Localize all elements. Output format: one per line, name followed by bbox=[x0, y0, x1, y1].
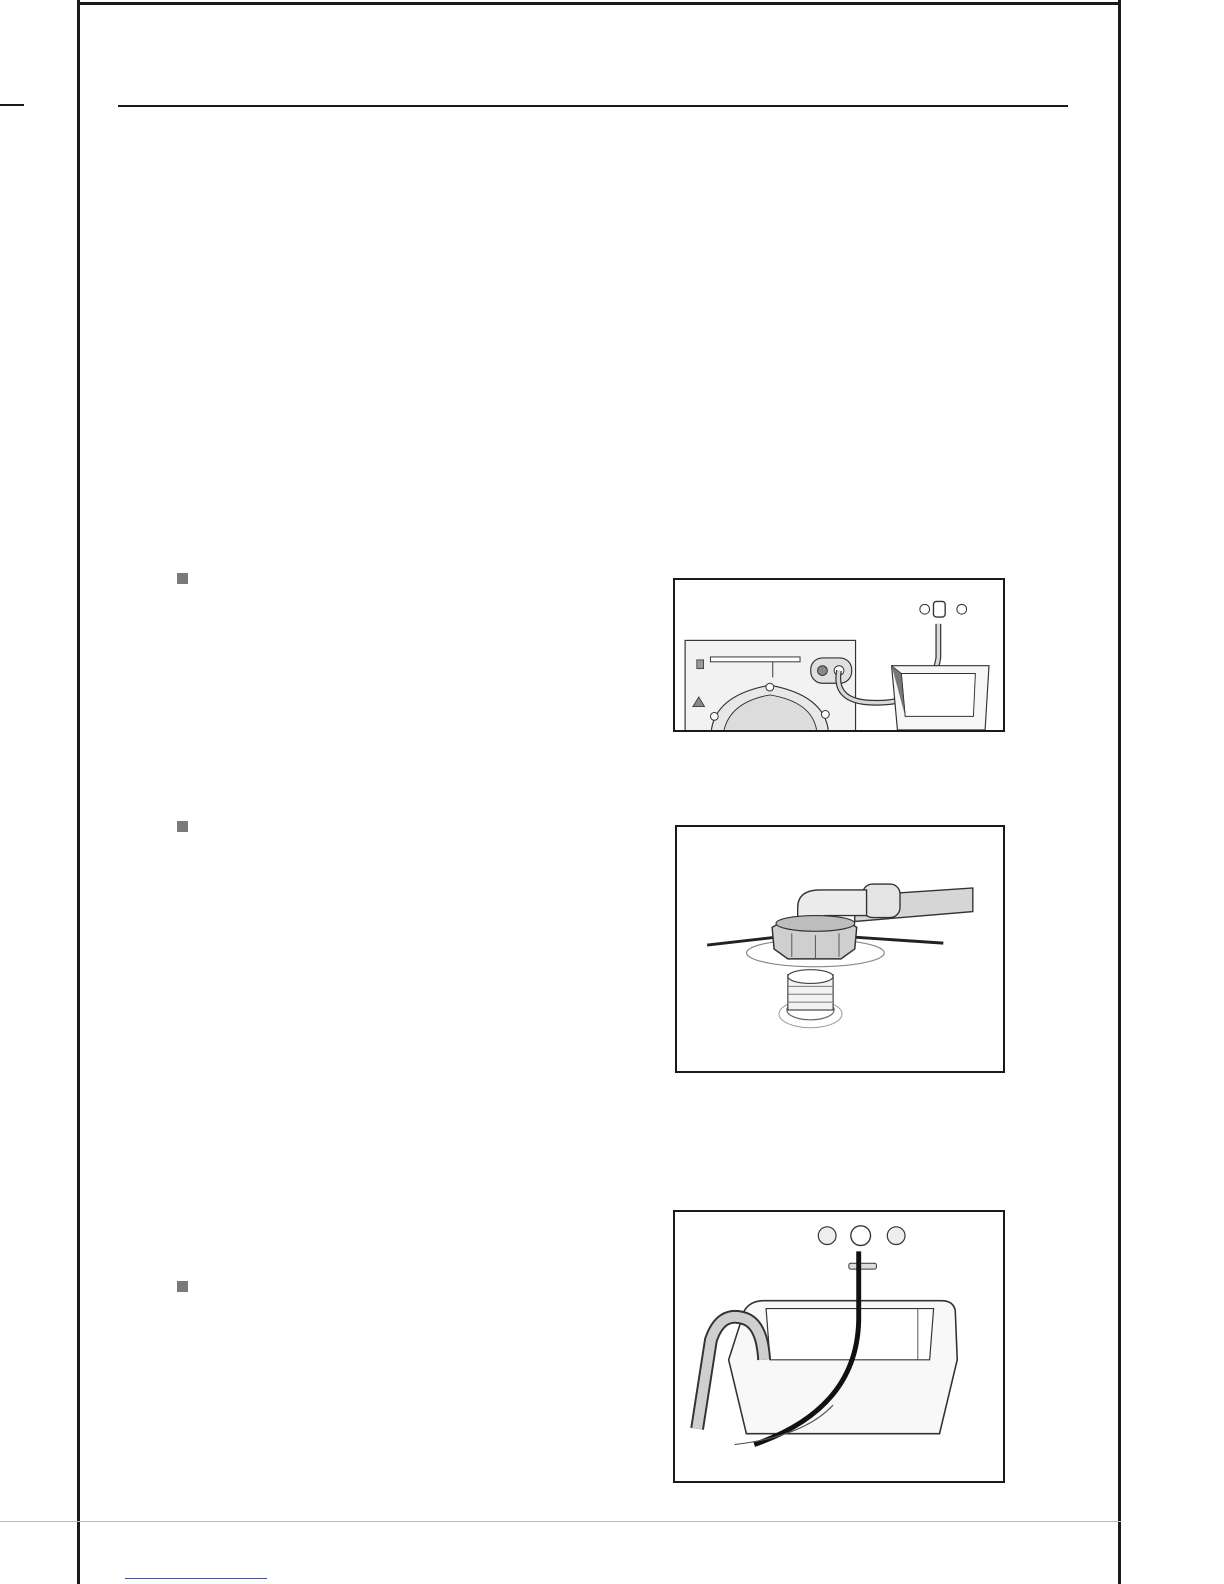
coupling-nut-illustration bbox=[677, 827, 1003, 1071]
left-margin-line bbox=[77, 0, 80, 1584]
header-rule bbox=[118, 105, 1068, 107]
drain-hose-illustration bbox=[675, 580, 1003, 730]
footer-rule bbox=[0, 1521, 1121, 1522]
section-2-bullet bbox=[177, 821, 188, 832]
footer-link-underline[interactable] bbox=[125, 1578, 267, 1579]
drain-hose-to-sink-figure bbox=[673, 578, 1005, 732]
hose-over-tub-illustration bbox=[675, 1212, 1003, 1481]
hose-over-tub-figure bbox=[673, 1210, 1005, 1483]
hose-coupling-nut-figure bbox=[675, 825, 1005, 1073]
section-3-bullet bbox=[177, 1281, 188, 1292]
top-frame-line bbox=[77, 2, 1121, 5]
right-margin-line bbox=[1118, 0, 1121, 1584]
left-tab-mark bbox=[0, 104, 24, 106]
section-1-bullet bbox=[177, 573, 188, 584]
